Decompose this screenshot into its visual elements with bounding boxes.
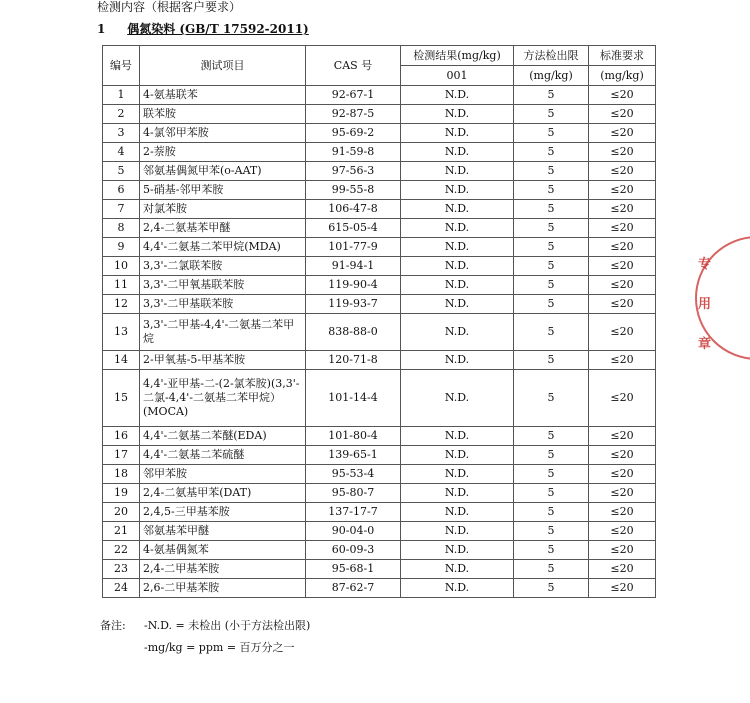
row-limit: ≤20: [589, 200, 656, 219]
row-cas: 95-80-7: [306, 484, 401, 503]
row-cas: 101-14-4: [306, 370, 401, 427]
row-no: 18: [103, 465, 140, 484]
row-no: 1: [103, 86, 140, 105]
row-no: 14: [103, 351, 140, 370]
row-cas: 95-69-2: [306, 124, 401, 143]
row-limit: ≤20: [589, 465, 656, 484]
row-limit: ≤20: [589, 162, 656, 181]
header-mdl: 方法检出限: [514, 46, 589, 66]
row-mdl: 5: [514, 143, 589, 162]
row-no: 21: [103, 522, 140, 541]
table-row: [103, 560, 656, 579]
table-row: [103, 219, 656, 238]
row-no: 17: [103, 446, 140, 465]
row-no: 10: [103, 257, 140, 276]
row-limit: ≤20: [589, 503, 656, 522]
table-row: [103, 162, 656, 181]
row-result: N.D.: [401, 219, 514, 238]
row-cas: 87-62-7: [306, 579, 401, 598]
row-no: 24: [103, 579, 140, 598]
row-item: 2-萘胺: [140, 143, 306, 162]
notes-line2: -mg/kg = ppm = 百万分之一: [144, 641, 295, 654]
row-mdl: 5: [514, 351, 589, 370]
row-result: N.D.: [401, 484, 514, 503]
row-cas: 95-53-4: [306, 465, 401, 484]
row-no: 16: [103, 427, 140, 446]
row-result: N.D.: [401, 295, 514, 314]
header-item: 测试项目: [140, 46, 306, 86]
row-item: 2,4,5-三甲基苯胺: [140, 503, 306, 522]
table-row: [103, 238, 656, 257]
row-result: N.D.: [401, 522, 514, 541]
row-item: 联苯胺: [140, 105, 306, 124]
row-cas: 95-68-1: [306, 560, 401, 579]
row-result: N.D.: [401, 276, 514, 295]
row-result: N.D.: [401, 143, 514, 162]
row-item: 3,3'-二氯联苯胺: [140, 257, 306, 276]
row-mdl: 5: [514, 484, 589, 503]
row-cas: 99-55-8: [306, 181, 401, 200]
row-limit: ≤20: [589, 427, 656, 446]
row-result: N.D.: [401, 200, 514, 219]
row-result: N.D.: [401, 162, 514, 181]
row-item: 4-氨基联苯: [140, 86, 306, 105]
row-result: N.D.: [401, 427, 514, 446]
row-cas: 119-93-7: [306, 295, 401, 314]
row-mdl: 5: [514, 314, 589, 351]
row-item: 4,4'-二氨基二苯醚(EDA): [140, 427, 306, 446]
row-cas: 91-94-1: [306, 257, 401, 276]
row-item: 3,3'-二甲基联苯胺: [140, 295, 306, 314]
table-row: [103, 446, 656, 465]
row-limit: ≤20: [589, 143, 656, 162]
row-cas: 137-17-7: [306, 503, 401, 522]
row-limit: ≤20: [589, 446, 656, 465]
row-item: 2,4-二甲基苯胺: [140, 560, 306, 579]
row-no: 12: [103, 295, 140, 314]
row-mdl: 5: [514, 162, 589, 181]
row-result: N.D.: [401, 541, 514, 560]
row-cas: 838-88-0: [306, 314, 401, 351]
table-row: [103, 370, 656, 427]
section-title: 偶氮染料 (GB/T 17592-2011): [127, 22, 309, 36]
row-limit: ≤20: [589, 295, 656, 314]
row-cas: 101-77-9: [306, 238, 401, 257]
table-row: [103, 579, 656, 598]
table-row: [103, 143, 656, 162]
header-limit-unit: (mg/kg): [589, 66, 656, 86]
row-no: 11: [103, 276, 140, 295]
header-label: 检测内容（根据客户要求）: [97, 0, 242, 14]
row-result: N.D.: [401, 86, 514, 105]
table-row: [103, 314, 656, 351]
row-result: N.D.: [401, 465, 514, 484]
row-item: 4,4'-二氨基二苯硫醚: [140, 446, 306, 465]
table-row: [103, 484, 656, 503]
row-mdl: 5: [514, 465, 589, 484]
row-result: N.D.: [401, 446, 514, 465]
table-row: [103, 257, 656, 276]
row-result: N.D.: [401, 257, 514, 276]
row-limit: ≤20: [589, 238, 656, 257]
table-row: [103, 503, 656, 522]
row-cas: 106-47-8: [306, 200, 401, 219]
row-no: 13: [103, 314, 140, 351]
row-result: N.D.: [401, 560, 514, 579]
row-item: 2,4-二氨基苯甲醚: [140, 219, 306, 238]
header-limit: 标准要求: [589, 46, 656, 66]
row-result: N.D.: [401, 503, 514, 522]
row-limit: ≤20: [589, 314, 656, 351]
row-limit: ≤20: [589, 86, 656, 105]
section-heading: [97, 20, 309, 37]
row-cas: 139-65-1: [306, 446, 401, 465]
row-item: 邻氨基偶氮甲苯(o-AAT): [140, 162, 306, 181]
row-cas: 91-59-8: [306, 143, 401, 162]
row-result: N.D.: [401, 238, 514, 257]
row-no: 20: [103, 503, 140, 522]
row-item: 邻甲苯胺: [140, 465, 306, 484]
row-mdl: 5: [514, 503, 589, 522]
row-limit: ≤20: [589, 219, 656, 238]
row-mdl: 5: [514, 86, 589, 105]
row-no: 19: [103, 484, 140, 503]
row-cas: 119-90-4: [306, 276, 401, 295]
row-mdl: 5: [514, 579, 589, 598]
row-cas: 92-87-5: [306, 105, 401, 124]
row-item: 2,6-二甲基苯胺: [140, 579, 306, 598]
row-item: 4-氨基偶氮苯: [140, 541, 306, 560]
table-row: [103, 465, 656, 484]
row-item: 2,4-二氨基甲苯(DAT): [140, 484, 306, 503]
row-item: 2-甲氧基-5-甲基苯胺: [140, 351, 306, 370]
notes: [100, 615, 310, 659]
row-no: 15: [103, 370, 140, 427]
header-sample: 001: [401, 66, 514, 86]
row-limit: ≤20: [589, 105, 656, 124]
row-result: N.D.: [401, 105, 514, 124]
row-mdl: 5: [514, 522, 589, 541]
row-mdl: 5: [514, 219, 589, 238]
row-no: 6: [103, 181, 140, 200]
notes-label: 备注:: [100, 619, 126, 632]
row-item: 4,4'-亚甲基-二-(2-氯苯胺)(3,3'-二氯-4,4'-二氨基二苯甲烷）(MOCA): [140, 370, 306, 427]
table-row: [103, 522, 656, 541]
row-cas: 101-80-4: [306, 427, 401, 446]
row-mdl: 5: [514, 257, 589, 276]
row-cas: 90-04-0: [306, 522, 401, 541]
row-limit: ≤20: [589, 351, 656, 370]
row-limit: ≤20: [589, 560, 656, 579]
row-limit: ≤20: [589, 257, 656, 276]
row-no: 8: [103, 219, 140, 238]
row-mdl: 5: [514, 295, 589, 314]
header-mdl-unit: (mg/kg): [514, 66, 589, 86]
row-item: 3,3'-二甲氧基联苯胺: [140, 276, 306, 295]
row-limit: ≤20: [589, 181, 656, 200]
row-result: N.D.: [401, 314, 514, 351]
table-row: [103, 181, 656, 200]
table-row: [103, 124, 656, 143]
table-row: [103, 200, 656, 219]
row-no: 5: [103, 162, 140, 181]
row-mdl: 5: [514, 446, 589, 465]
row-cas: 97-56-3: [306, 162, 401, 181]
row-no: 22: [103, 541, 140, 560]
row-no: 4: [103, 143, 140, 162]
row-result: N.D.: [401, 124, 514, 143]
row-result: N.D.: [401, 370, 514, 427]
row-item: 5-硝基-邻甲苯胺: [140, 181, 306, 200]
header-no: 编号: [103, 46, 140, 86]
row-cas: 615-05-4: [306, 219, 401, 238]
row-mdl: 5: [514, 541, 589, 560]
row-mdl: 5: [514, 181, 589, 200]
results-table: [102, 45, 656, 598]
row-no: 3: [103, 124, 140, 143]
row-cas: 60-09-3: [306, 541, 401, 560]
row-mdl: 5: [514, 200, 589, 219]
row-item: 4,4'-二氨基二苯甲烷(MDA): [140, 238, 306, 257]
row-result: N.D.: [401, 579, 514, 598]
row-no: 7: [103, 200, 140, 219]
row-cas: 92-67-1: [306, 86, 401, 105]
row-mdl: 5: [514, 427, 589, 446]
table-row: [103, 541, 656, 560]
row-mdl: 5: [514, 276, 589, 295]
table-row: [103, 276, 656, 295]
row-result: N.D.: [401, 351, 514, 370]
row-limit: ≤20: [589, 579, 656, 598]
row-limit: ≤20: [589, 541, 656, 560]
row-result: N.D.: [401, 181, 514, 200]
row-item: 3,3'-二甲基-4,4'-二氨基二苯甲烷: [140, 314, 306, 351]
row-mdl: 5: [514, 238, 589, 257]
row-cas: 120-71-8: [306, 351, 401, 370]
row-no: 23: [103, 560, 140, 579]
row-item: 对氯苯胺: [140, 200, 306, 219]
header-result: 检测结果(mg/kg): [401, 46, 514, 66]
row-limit: ≤20: [589, 522, 656, 541]
row-limit: ≤20: [589, 370, 656, 427]
table-row: [103, 351, 656, 370]
table-row: [103, 86, 656, 105]
row-mdl: 5: [514, 560, 589, 579]
row-item: 4-氯邻甲苯胺: [140, 124, 306, 143]
table-row: [103, 295, 656, 314]
table-row: [103, 105, 656, 124]
row-limit: ≤20: [589, 276, 656, 295]
row-limit: ≤20: [589, 484, 656, 503]
row-mdl: 5: [514, 370, 589, 427]
section-number: 1: [97, 22, 106, 36]
row-mdl: 5: [514, 105, 589, 124]
notes-line1: -N.D. = 未检出 (小于方法检出限): [144, 619, 311, 632]
stamp-text: 专用章: [698, 257, 712, 352]
row-mdl: 5: [514, 124, 589, 143]
header-cas: CAS 号: [306, 46, 401, 86]
row-limit: ≤20: [589, 124, 656, 143]
row-item: 邻氨基苯甲醚: [140, 522, 306, 541]
table-row: [103, 427, 656, 446]
row-no: 9: [103, 238, 140, 257]
row-no: 2: [103, 105, 140, 124]
